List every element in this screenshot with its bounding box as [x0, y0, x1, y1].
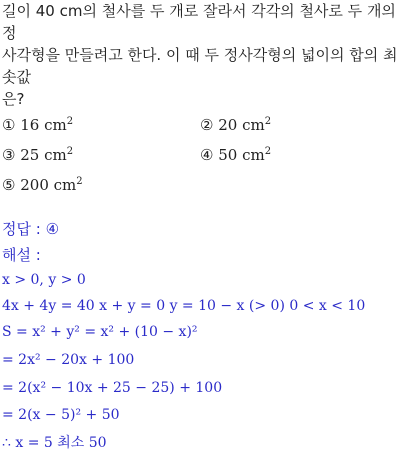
choice-list: [2, 110, 398, 200]
solution-line-5: = 2(x² − 10x + 25 − 25) + 100: [2, 380, 223, 396]
solution-line-2: 4x + 4y = 40 x + y = 0 y = 10 − x (> 0) 0 < x < 10: [2, 298, 366, 314]
choice-1[interactable]: ① 16 $cm^2$: [2, 116, 74, 134]
choice-3[interactable]: ③ 25 $cm^2$: [2, 146, 74, 164]
solution-line-1: x > 0, y > 0: [2, 272, 86, 288]
solution-label: 해설 :: [2, 246, 41, 264]
solution-line-6: = 2(x − 5)² + 50: [2, 407, 120, 423]
solution-line-4: = 2x² − 20x + 100: [2, 352, 135, 368]
answer-text: 정답 : ④: [2, 220, 60, 238]
question-text: 길이 40 cm의 철사를 두 개로 잘라서 각각의 철사로 두 개의 정 사각형을 만들려고 한다. 이 때 두 정사각형의 넓이의 합의 최솟값 은?: [2, 2, 398, 108]
choice-2[interactable]: ② 20 $cm^2$: [200, 116, 272, 134]
solution-line-3: S = x² + y² = x² + (10 − x)²: [2, 324, 198, 340]
choice-5[interactable]: ⑤ 200 $cm^2$: [2, 176, 83, 194]
solution-line-7: ∴ x = 5 최소 50: [2, 435, 107, 451]
choice-4[interactable]: ④ 50 $cm^2$: [200, 146, 272, 164]
